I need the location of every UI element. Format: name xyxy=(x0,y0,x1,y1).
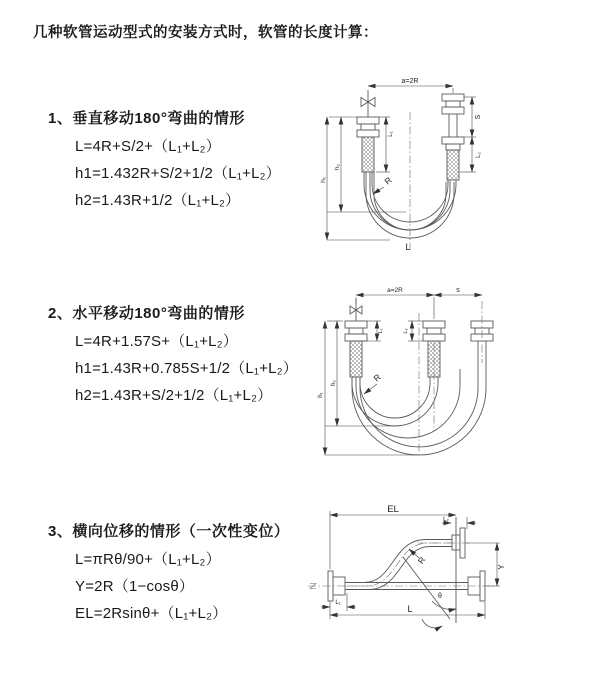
valve-icon xyxy=(361,90,375,117)
diagram-vertical-180-bend xyxy=(318,72,590,264)
dim-l-label: L xyxy=(407,604,413,614)
dim-a-label: a=2R xyxy=(401,78,419,85)
formula-h2: h2=1.43R+1/2（L₁+L₂） xyxy=(75,192,241,209)
hose-assembly xyxy=(345,299,493,457)
left-flange xyxy=(357,117,379,137)
formula-h1: h1=1.432R+S/2+1/2（L₁+L₂） xyxy=(75,165,281,182)
dim-l1-label: L₁ xyxy=(388,131,394,137)
dim-a-label: a=2R xyxy=(387,287,403,294)
section-3-heading: 3、横向位移的情形（一次性变位） xyxy=(48,523,290,540)
dim-l1-label: L₁ xyxy=(378,328,384,334)
dim-s-label: s xyxy=(456,287,460,294)
right-flange-lower xyxy=(442,137,464,150)
hose-assembly xyxy=(357,90,464,250)
dimension-lines xyxy=(325,295,482,455)
formula-length: L=4R+1.57S+（L₁+L₂） xyxy=(75,333,238,350)
dim-l2-label: L₂ xyxy=(403,328,409,334)
dim-s-label: S xyxy=(475,114,482,120)
section-vertical-bend xyxy=(48,107,338,214)
dim-l2-label: L₂ xyxy=(476,152,482,158)
diagram-lateral-displacement xyxy=(300,495,600,647)
dim-h1-label: h₁ xyxy=(320,177,327,183)
dim-l1-label: L₁ xyxy=(335,600,341,606)
formula-h2: h2=1.43R+S/2+1/2（L₁+L₂） xyxy=(75,387,273,404)
formula-h1: h1=1.43R+0.785S+1/2（L₁+L₂） xyxy=(75,360,298,377)
pipe-2-flange xyxy=(423,321,445,341)
formula-length: L=πRθ/90+（L₁+L₂） xyxy=(75,551,221,568)
left-braid-section xyxy=(362,137,374,172)
hose-assembly xyxy=(308,517,494,628)
dim-h2-label: h₂ xyxy=(331,380,337,386)
dim-l2-label: L₂ xyxy=(443,517,449,523)
dim-el-label: EL xyxy=(387,504,399,515)
page-title: 几种软管运动型式的安装方式时，软管的长度计算： xyxy=(33,25,378,41)
formula-el: EL=2Rsinθ+（L₁+L₂） xyxy=(75,605,228,622)
formula-y: Y=2R（1−cosθ） xyxy=(75,578,195,595)
pipe-1-flange xyxy=(345,321,367,341)
radius-label: R xyxy=(415,554,428,566)
diagram-horizontal-180-bend xyxy=(315,283,590,463)
angle-theta-label: θ xyxy=(438,593,442,600)
section-lateral-displacement xyxy=(48,520,341,627)
pipe-1-braid xyxy=(350,341,362,377)
formula-length: L=4R+S/2+（L₁+L₂） xyxy=(75,138,221,155)
dimension-lines xyxy=(321,511,500,619)
radius-label: R xyxy=(371,371,383,384)
section-horizontal-bend xyxy=(48,302,338,409)
section-2-heading: 2、水平移动180°弯曲的情形 xyxy=(48,305,245,322)
dim-y-label: Y xyxy=(497,564,506,570)
dim-h1-label: h₁ xyxy=(318,392,324,398)
s-curve-hose xyxy=(345,540,452,590)
length-label: L xyxy=(405,242,411,252)
dim-h2-label: h₂ xyxy=(334,163,341,171)
right-braid-section xyxy=(447,150,459,180)
section-1-heading: 1、垂直移动180°弯曲的情形 xyxy=(48,110,245,127)
radius-label: R xyxy=(382,174,394,187)
right-flange-upper xyxy=(442,94,464,114)
